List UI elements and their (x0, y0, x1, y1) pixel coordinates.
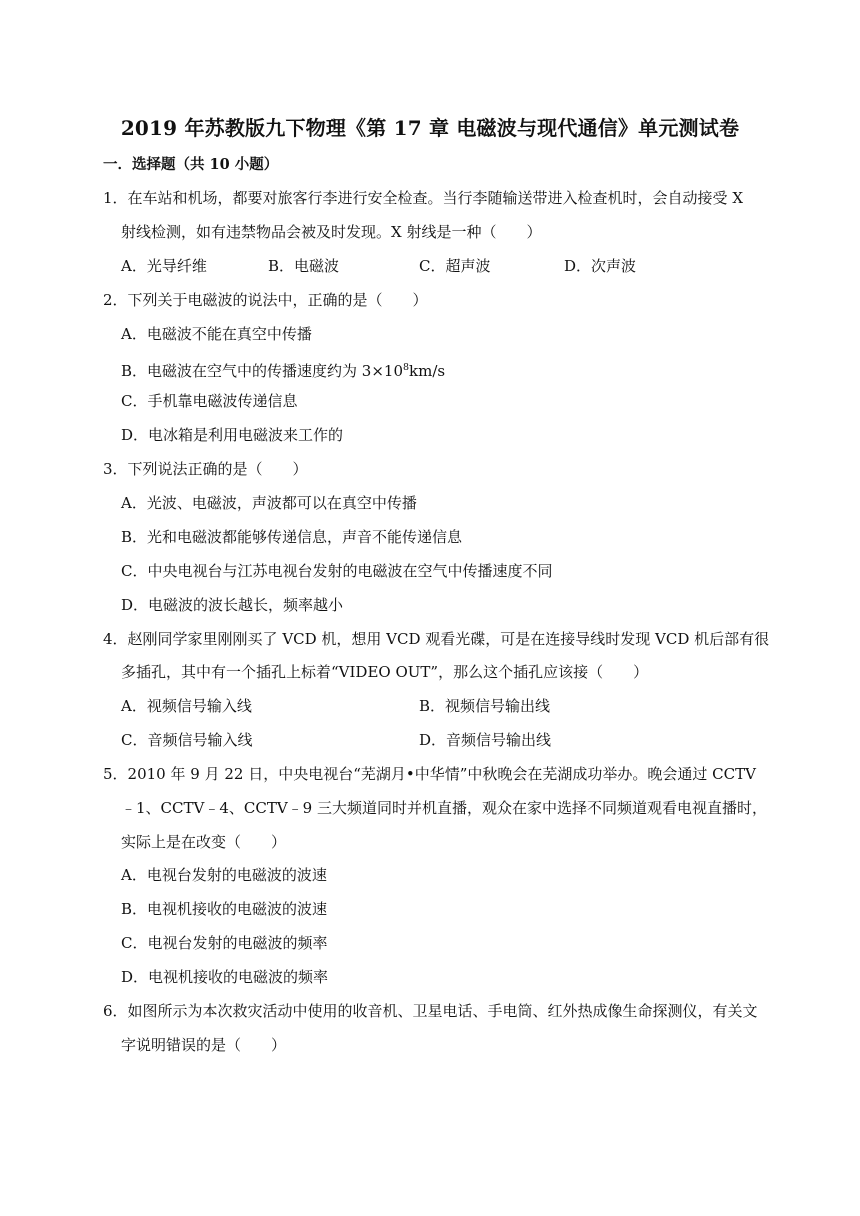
question-4-line-2: 多插孔，其中有一个插孔上标着“VIDEO OUT”，那么这个插孔应该接（ ） (121, 663, 649, 681)
option-b-exponent: 8 (403, 362, 410, 373)
question-5-option-a: A．电视台发射的电磁波的波速 (121, 866, 327, 884)
option-a: A．视频信号输入线 (121, 697, 252, 715)
question-2-option-a: A．电磁波不能在真空中传播 (121, 325, 312, 343)
question-4-line-1: 4．赵刚同学家里刚刚买了 VCD 机，想用 VCD 观看光碟，可是在连接导线时发现 VCD 机后部有很 (103, 630, 770, 648)
question-1-line-2: 射线检测，如有违禁物品会被及时发现。X 射线是一种（ ） (121, 223, 542, 241)
question-5-line-2: ﹣1、CCTV﹣4、CCTV﹣9 三大频道同时并机直播，观众在家中选择不同频道观看电视直播时， (121, 799, 767, 817)
question-3-option-b: B．光和电磁波都能够传递信息，声音不能传递信息 (121, 528, 463, 546)
question-5-option-d: D．电视机接收的电磁波的频率 (121, 968, 329, 986)
option-b-text: B．电磁波在空气中的传播速度约为 3×10 (121, 362, 403, 380)
option-c: C．音频信号输入线 (121, 731, 253, 749)
question-2-option-c: C．手机靠电磁波传递信息 (121, 392, 298, 410)
page-title: 2019 年苏教版九下物理《第 17 章 电磁波与现代通信》单元测试卷 (120, 116, 740, 140)
option-b: B．视频信号输出线 (419, 697, 551, 715)
question-3-option-d: D．电磁波的波长越长，频率越小 (121, 596, 344, 614)
question-2-line-1: 2．下列关于电磁波的说法中，正确的是（ ） (103, 291, 428, 309)
question-5-line-3: 实际上是在改变（ ） (121, 833, 287, 851)
option-c: C．超声波 (419, 257, 491, 275)
question-3-option-a: A．光波、电磁波，声波都可以在真空中传播 (121, 494, 417, 512)
question-5-option-b: B．电视机接收的电磁波的波速 (121, 900, 328, 918)
option-a: A．光导纤维 (121, 257, 207, 275)
question-3-line-1: 3．下列说法正确的是（ ） (103, 460, 308, 478)
option-b-unit: km/s (409, 362, 446, 380)
option-d: D．音频信号输出线 (419, 731, 552, 749)
question-6-line-1: 6．如图所示为本次救灾活动中使用的收音机、卫星电话、手电筒、红外热成像生命探测仪，有关文 (103, 1002, 758, 1020)
question-3-option-c: C．中央电视台与江苏电视台发射的电磁波在空气中传播速度不同 (121, 562, 553, 580)
option-d: D．次声波 (564, 257, 637, 275)
option-b: B．电磁波 (268, 257, 340, 275)
question-1-line-1: 1．在车站和机场，都要对旅客行李进行安全检查。当行李随输送带进入检查机时，会自动接受 X (103, 189, 743, 207)
question-5-line-1: 5．2010 年 9 月 22 日，中央电视台“芜湖月•中华情”中秋晚会在芜湖成功举办。晚会通过 CCTV (103, 765, 756, 783)
question-2-option-b (121, 358, 445, 381)
question-5-option-c: C．电视台发射的电磁波的频率 (121, 934, 328, 952)
question-2-option-d: D．电冰箱是利用电磁波来工作的 (121, 426, 344, 444)
section-heading: 一．选择题（共 10 小题） (103, 156, 279, 173)
question-6-line-2: 字说明错误的是（ ） (121, 1036, 287, 1054)
